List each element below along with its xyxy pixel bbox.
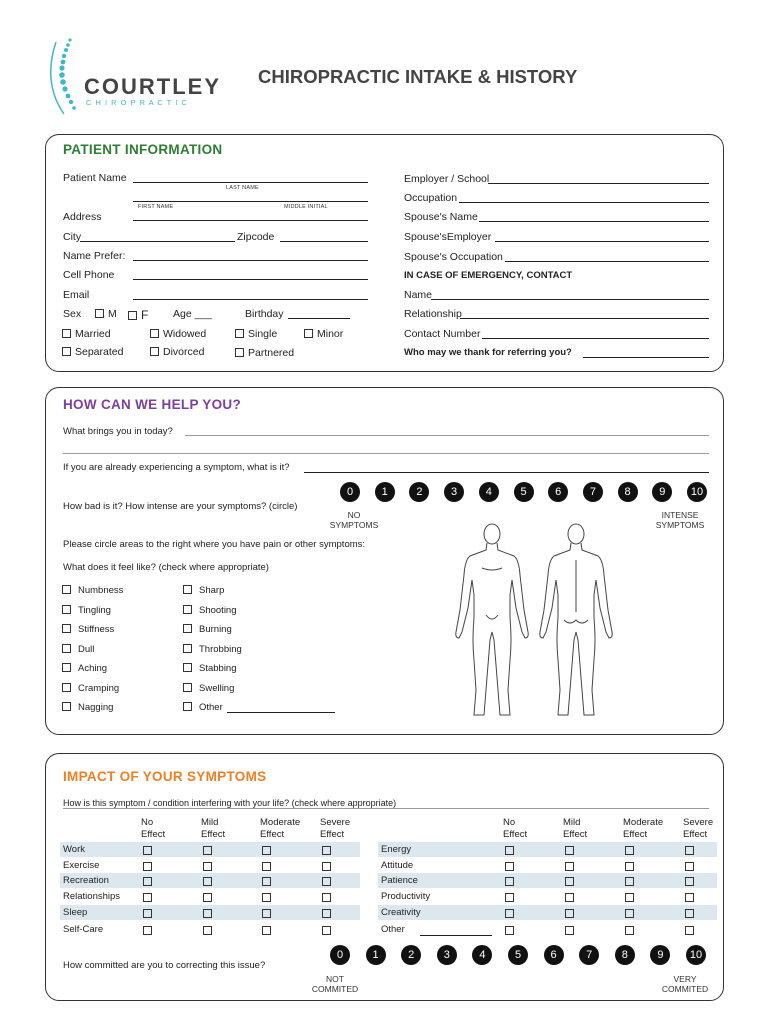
impact-row-label: Productivity [381,891,431,902]
impact-checkbox[interactable] [685,909,694,918]
intensity-2-option[interactable]: 2 [409,482,429,502]
impact-checkbox[interactable] [322,909,331,918]
brand-subtitle: C H I R O P R A C T I C [86,98,188,107]
checkbox-icon[interactable] [62,347,71,356]
circle-areas-label: Please circle areas to the right where you have pain or other symptoms: [63,539,366,550]
impact-checkbox[interactable] [203,893,212,902]
impact-checkbox[interactable] [262,909,271,918]
checkbox-icon[interactable] [183,644,192,653]
impact-checkbox[interactable] [625,909,634,918]
impact-checkbox[interactable] [625,926,634,935]
feeling-label: Dull [78,643,95,655]
feeling-stabbing-option[interactable] [183,663,237,674]
intensity-1-option[interactable]: 1 [375,482,395,502]
impact-checkbox[interactable] [565,893,574,902]
feeling-sharp-option[interactable] [183,585,224,596]
feeling-label: Other [199,702,223,713]
logo [46,36,246,116]
how-can-we-help-section [45,387,724,735]
impact-checkbox[interactable] [505,877,514,886]
brings-you-field[interactable] [185,435,709,436]
how-bad-label: How bad is it? How intense are your symptoms? (circle) [63,501,298,512]
minor-option[interactable]: Minor [304,328,343,340]
impact-checkbox[interactable] [203,909,212,918]
commitment-10-option[interactable]: 10 [686,945,706,965]
table-stripe [378,873,717,888]
checkbox-icon[interactable] [62,605,71,614]
committed-label: How committed are you to correcting this issue? [63,960,266,971]
impact-row-label: Work [63,844,85,855]
name-prefer-label: Name Prefer: [63,250,126,262]
commitment-3-option[interactable]: 3 [437,945,457,965]
right-column-header: Mild Effect [563,817,588,840]
checkbox-icon[interactable] [304,329,313,338]
address-field[interactable] [133,220,368,221]
feeling-tingling-option[interactable] [62,605,111,616]
checkbox-icon[interactable] [62,663,71,672]
impact-checkbox[interactable] [203,877,212,886]
intensity-0-option[interactable]: 0 [340,482,360,502]
checkbox-icon[interactable] [150,347,159,356]
relationship-field[interactable] [460,318,709,319]
checkbox-icon[interactable] [183,683,192,692]
spouse-name-label: Spouse's Name [404,211,478,223]
spouse-occupation-field[interactable] [505,261,709,262]
right-column-header: Moderate Effect [623,817,664,840]
checkbox-icon[interactable] [183,663,192,672]
impact-checkbox[interactable] [505,893,514,902]
feeling-label: Nagging [78,702,114,713]
email-field[interactable] [133,299,368,300]
impact-title: IMPACT OF YOUR SYMPTOMS [63,769,267,784]
impact-checkbox[interactable] [262,926,271,935]
left-column-header: Severe Effect [320,817,351,840]
last-name-field[interactable] [133,182,368,183]
contact-number-field[interactable] [482,338,709,339]
patient-information-title: PATIENT INFORMATION [63,142,223,157]
impact-checkbox[interactable] [322,846,331,855]
feeling-throbbing-option[interactable] [183,644,242,655]
impact-checkbox[interactable] [322,893,331,902]
impact-checkbox[interactable] [685,846,694,855]
commitment-5-option[interactable]: 5 [508,945,528,965]
impact-checkbox[interactable] [143,862,152,871]
cell-phone-field[interactable] [133,279,368,280]
spouse-employer-field[interactable] [495,241,709,242]
spouse-name-field[interactable] [479,221,709,222]
relationship-label: Relationship [404,308,462,320]
sex-label: Sex [63,308,82,320]
address-label: Address [63,211,102,223]
checkbox-icon[interactable] [62,585,71,594]
emergency-name-field[interactable] [431,299,709,300]
brings-you-label: What brings you in today? [63,426,173,437]
intensity-8-option[interactable]: 8 [618,482,638,502]
impact-checkbox[interactable] [685,926,694,935]
very-committed-caption: VERY COMMITED [661,974,709,994]
checkbox-icon[interactable] [183,605,192,614]
impact-row-label: Attitude [381,860,414,871]
impact-row-label: Self-Care [63,924,104,935]
occupation-label: Occupation [404,192,458,204]
feeling-label: Throbbing [199,643,242,655]
referral-field[interactable] [583,357,709,358]
feeling-label: Shooting [199,604,237,616]
commitment-1-option[interactable]: 1 [366,945,386,965]
feel-like-label: What does it feel like? (check where appropriate) [63,562,269,573]
impact-checkbox[interactable] [203,926,212,935]
checkbox-icon[interactable] [128,311,137,320]
emergency-name-label: Name [404,289,433,301]
feeling-label: Stabbing [199,663,237,674]
feeling-dull-option[interactable] [62,644,94,655]
impact-question: How is this symptom / condition interfering with your life? (check where appropriate) [63,798,397,808]
spine-icon [46,36,86,116]
checkbox-icon[interactable] [183,624,192,633]
intensity-7-option[interactable]: 7 [583,482,603,502]
age-label: Age ___ [173,308,213,320]
impact-checkbox[interactable] [685,862,694,871]
first-name-field[interactable] [133,201,368,202]
impact-checkbox[interactable] [143,846,152,855]
impact-row-label: Relationships [63,891,121,902]
checkbox-icon[interactable] [62,644,71,653]
emergency-heading: IN CASE OF EMERGENCY, CONTACT [404,270,573,281]
impact-checkbox[interactable] [143,877,152,886]
body-back-diagram[interactable] [536,520,616,720]
impact-checkbox[interactable] [262,877,271,886]
impact-checkbox[interactable] [143,926,152,935]
impact-row-label: Patience [381,875,418,886]
body-front-diagram[interactable] [452,520,532,720]
feeling-nagging-option[interactable] [62,702,113,713]
table-stripe [378,905,717,920]
how-can-we-help-title: HOW CAN WE HELP YOU? [63,397,242,412]
impact-checkbox[interactable] [505,846,514,855]
feeling-stiffness-option[interactable] [62,624,114,635]
checkbox-icon[interactable] [62,702,71,711]
impact-checkbox[interactable] [625,877,634,886]
spouse-employer-label: Spouse'sEmployer [404,231,492,243]
no-symptoms-caption: NO SYMPTOMS [329,510,379,530]
other-feeling-field[interactable] [227,712,335,713]
intensity-9-option[interactable]: 9 [652,482,672,502]
impact-checkbox[interactable] [505,862,514,871]
feeling-swelling-option[interactable] [183,683,234,694]
referral-label: Who may we thank for referring you? [404,347,572,358]
feeling-other-option[interactable] [183,702,223,713]
not-committed-caption: NOT COMMITED [311,974,359,994]
commitment-9-option[interactable]: 9 [650,945,670,965]
brings-you-field-2[interactable] [63,453,709,454]
right-column-header: Severe Effect [683,817,714,840]
feeling-aching-option[interactable] [62,663,107,674]
left-column-header: Mild Effect [201,817,226,840]
impact-checkbox[interactable] [505,926,514,935]
impact-row-label: Exercise [63,860,100,871]
impact-checkbox[interactable] [685,877,694,886]
checkbox-icon[interactable] [235,329,244,338]
city-field[interactable] [80,241,235,242]
impact-checkbox[interactable] [625,846,634,855]
intense-symptoms-caption: INTENSE SYMPTOMS [655,510,705,530]
impact-checkbox[interactable] [262,846,271,855]
feeling-label: Swelling [199,682,235,694]
last-name-caption: LAST NAME [226,185,259,191]
commitment-7-option[interactable]: 7 [579,945,599,965]
feeling-label: Burning [199,624,232,635]
checkbox-icon[interactable] [150,329,159,338]
patient-information-section [45,134,724,372]
feeling-label: Sharp [199,585,225,596]
commitment-6-option[interactable]: 6 [544,945,564,965]
symptom-what-label: If you are already experiencing a symptom, what is it? [63,462,290,473]
employer-label: Employer / School [404,173,490,185]
impact-checkbox[interactable] [203,846,212,855]
email-label: Email [63,289,90,301]
impact-row-label: Other [381,924,405,935]
feeling-label: Numbness [78,585,124,596]
impact-checkbox[interactable] [565,846,574,855]
impact-checkbox[interactable] [322,862,331,871]
left-column-header: Moderate Effect [260,817,301,840]
occupation-field[interactable] [459,202,709,203]
commitment-2-option[interactable]: 2 [401,945,421,965]
impact-checkbox[interactable] [143,893,152,902]
sex-male-option[interactable]: M [95,308,117,320]
spouse-occupation-label: Spouse's Occupation [404,251,503,263]
impact-checkbox[interactable] [203,862,212,871]
impact-row-label: Energy [381,844,412,855]
intensity-3-option[interactable]: 3 [444,482,464,502]
married-option[interactable]: Married [62,328,111,340]
page-title: CHIROPRACTIC INTAKE & HISTORY [258,66,578,87]
commitment-0-option[interactable]: 0 [330,945,350,965]
impact-divider [63,808,709,809]
partnered-option[interactable]: Partnered [235,347,294,359]
city-label: City [63,231,82,243]
commitment-8-option[interactable]: 8 [615,945,635,965]
patient-name-label: Patient Name [63,172,127,184]
feeling-numbness-option[interactable] [62,585,123,596]
birthday-label: Birthday [245,308,284,320]
table-stripe [378,842,717,857]
impact-checkbox[interactable] [565,926,574,935]
intensity-4-option[interactable]: 4 [479,482,499,502]
impact-checkbox[interactable] [625,862,634,871]
impact-checkbox[interactable] [565,862,574,871]
cell-phone-label: Cell Phone [63,269,115,281]
impact-checkbox[interactable] [322,877,331,886]
impact-checkbox[interactable] [625,893,634,902]
brand-name: COURTLEY [84,74,221,99]
impact-row-label: Recreation [63,875,109,886]
feeling-label: Tingling [78,604,111,616]
zipcode-field[interactable] [280,241,368,242]
commitment-4-option[interactable]: 4 [472,945,492,965]
impact-row-label: Sleep [63,907,88,918]
widowed-option[interactable]: Widowed [150,328,206,340]
left-column-header: No Effect [141,817,166,840]
intensity-10-option[interactable]: 10 [687,482,707,502]
checkbox-icon[interactable] [62,624,71,633]
checkbox-icon[interactable] [95,309,104,318]
checkbox-icon[interactable] [235,348,244,357]
impact-checkbox[interactable] [565,909,574,918]
sex-female-option[interactable]: F [128,308,148,322]
right-column-header: No Effect [503,817,528,840]
impact-checkbox[interactable] [322,926,331,935]
impact-row-label: Creativity [381,907,421,918]
symptom-what-field[interactable] [304,472,709,473]
feeling-shooting-option[interactable] [183,605,237,616]
feeling-burning-option[interactable] [183,624,232,635]
feeling-label: Cramping [78,682,120,694]
birthday-field[interactable] [288,318,350,319]
checkbox-icon[interactable] [183,585,192,594]
first-name-caption: FIRST NAME [138,204,174,210]
employer-field[interactable] [488,183,709,184]
divorced-option[interactable]: Divorced [150,346,204,358]
single-option[interactable]: Single [235,328,277,340]
impact-other-field[interactable] [420,935,492,936]
checkbox-icon[interactable] [62,329,71,338]
impact-checkbox[interactable] [143,909,152,918]
impact-checkbox[interactable] [505,909,514,918]
feeling-cramping-option[interactable] [62,683,119,694]
checkbox-icon[interactable] [62,683,71,692]
intensity-6-option[interactable]: 6 [548,482,568,502]
middle-initial-caption: MIDDLE INITIAL [284,204,328,210]
impact-checkbox[interactable] [262,862,271,871]
feeling-label: Aching [78,663,108,674]
impact-checkbox[interactable] [565,877,574,886]
feeling-label: Stiffness [78,624,115,635]
separated-option[interactable]: Separated [62,346,123,358]
impact-checkbox[interactable] [262,893,271,902]
name-prefer-field[interactable] [133,260,368,261]
impact-checkbox[interactable] [685,893,694,902]
zipcode-label: Zipcode [237,231,275,243]
contact-number-label: Contact Number [404,328,481,340]
checkbox-icon[interactable] [183,702,192,711]
intensity-5-option[interactable]: 5 [514,482,534,502]
